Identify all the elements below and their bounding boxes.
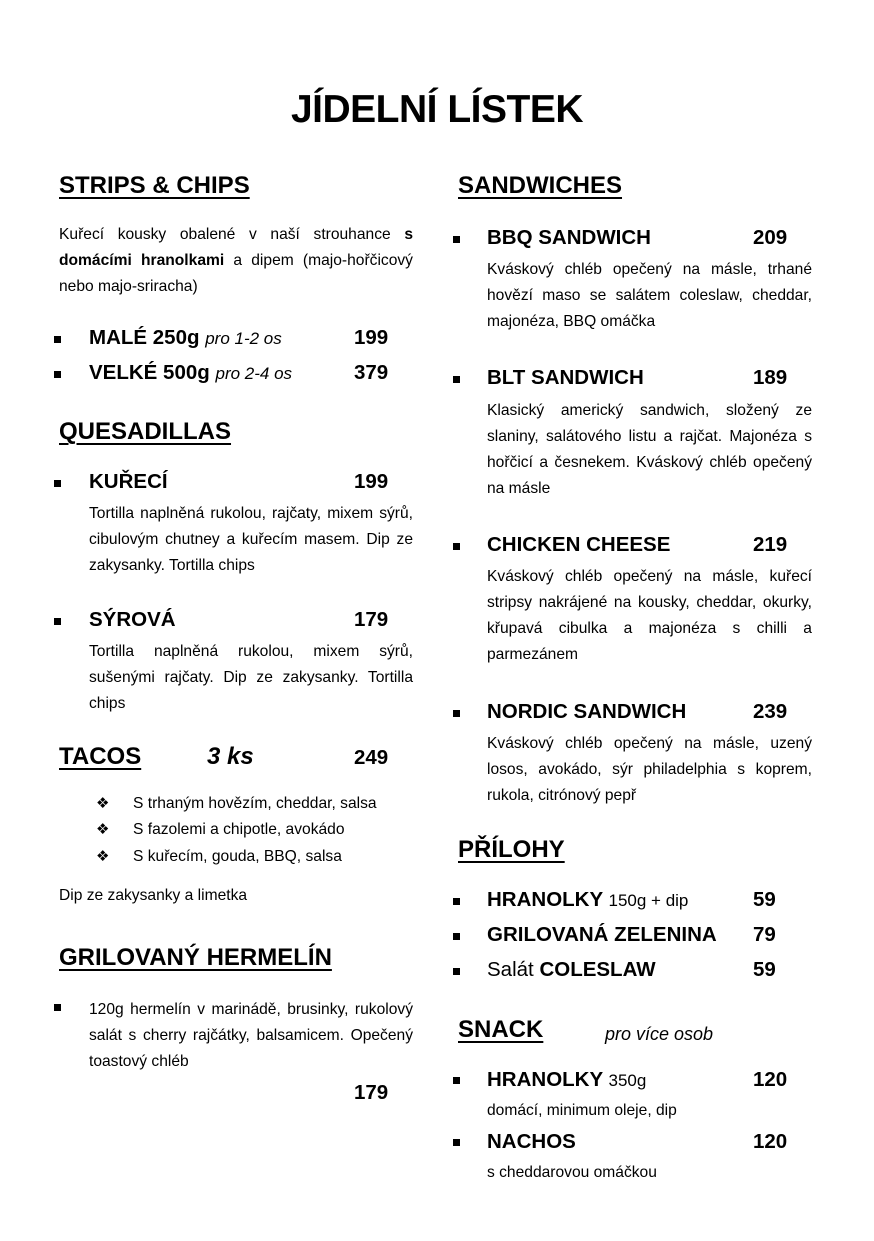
section-heading-hermelin: GRILOVANÝ HERMELÍN xyxy=(59,944,332,971)
price-bbq-sandwich: 209 xyxy=(753,226,788,249)
hermelin-description: 120g hermelín v marinádě, brusinky, rukolový salát s cherry rajčátky, balsamicem. Opečený toastový chléb xyxy=(89,1001,413,1070)
bullet-icon xyxy=(453,933,460,940)
bullet-icon xyxy=(54,480,61,487)
nachos-description: s cheddarovou omáčkou xyxy=(487,1164,657,1181)
bullet-icon xyxy=(453,968,460,975)
price-nordic-sandwich: 239 xyxy=(753,700,788,723)
bullet-icon xyxy=(453,236,460,243)
syrova-description: Tortilla naplněná rukolou, mixem sýrů, sušenými rajčaty. Dip ze zakysanky. Tortilla chips xyxy=(89,643,413,712)
page-title: JÍDELNÍ LÍSTEK xyxy=(290,88,584,131)
bullet-icon xyxy=(453,710,460,717)
bullet-icon xyxy=(453,898,460,905)
tacos-note: Dip ze zakysanky a limetka xyxy=(59,887,248,904)
tacos-count: 3 ks xyxy=(207,743,254,770)
price-chicken-cheese: 219 xyxy=(753,533,788,556)
bullet-icon xyxy=(453,543,460,550)
tacos-option: S trhaným hovězím, cheddar, salsa xyxy=(133,795,377,812)
bullet-icon xyxy=(54,1004,61,1011)
menu-item-syrova: SÝROVÁ xyxy=(89,608,176,631)
menu-item-hranolky: HRANOLKY 150g + dip xyxy=(487,888,689,911)
section-heading-snack: SNACK xyxy=(458,1016,544,1043)
menu-item-bbq-sandwich: BBQ SANDWICH xyxy=(487,226,651,249)
section-heading-sandwiches: SANDWICHES xyxy=(458,172,623,199)
nordic-sandwich-description: Kváskový chléb opečený na másle, uzený losos, avokádo, sýr philadelphia s koprem, rukola, citrónový pepř xyxy=(487,735,812,804)
menu-item-velke: VELKÉ 500g pro 2-4 os xyxy=(89,361,293,384)
bullet-icon xyxy=(54,618,61,625)
section-heading-tacos: TACOS xyxy=(59,743,142,770)
section-heading-prilohy: PŘÍLOHY xyxy=(458,836,565,863)
menu-item-male: MALÉ 250g pro 1-2 os xyxy=(89,326,282,349)
menu-item-blt-sandwich: BLT SANDWICH xyxy=(487,366,644,389)
bullet-icon xyxy=(453,1077,460,1084)
price-velke: 379 xyxy=(354,361,389,384)
bullet-icon xyxy=(453,376,460,383)
bullet-icon xyxy=(453,1139,460,1146)
chicken-cheese-description: Kváskový chléb opečený na másle, kuřecí stripsy nakrájené na kousky, cheddar, okurky, křupavá cibulka a majonéza s chilli a parmezánem xyxy=(487,568,812,663)
price-syrova: 179 xyxy=(354,608,389,631)
price-grilovana-zelenina: 79 xyxy=(753,923,776,946)
price-hermelin: 179 xyxy=(354,1081,389,1104)
tacos-option: S fazolemi a chipotle, avokádo xyxy=(133,821,345,838)
diamond-bullet-icon: ❖ xyxy=(96,848,110,865)
section-heading-strips: STRIPS & CHIPS xyxy=(59,172,250,199)
tacos-option: S kuřecím, gouda, BBQ, salsa xyxy=(133,848,342,865)
section-heading-quesadillas: QUESADILLAS xyxy=(59,418,232,445)
menu-item-snack-hranolky: HRANOLKY 350g xyxy=(487,1068,647,1091)
price-kureci: 199 xyxy=(354,470,389,493)
price-coleslaw: 59 xyxy=(753,958,776,981)
price-hranolky: 59 xyxy=(753,888,776,911)
snack-note: pro více osob xyxy=(605,1024,714,1044)
menu-item-chicken-cheese: CHICKEN CHEESE xyxy=(487,533,671,556)
menu-item-grilovana-zelenina: GRILOVANÁ ZELENINA xyxy=(487,923,717,946)
menu-item-coleslaw: Salát COLESLAW xyxy=(487,958,656,981)
kureci-description: Tortilla naplněná rukolou, rajčaty, mixem sýrů, cibulovým chutney a kuřecím masem. Dip ze zakysanky. Tortilla chips xyxy=(89,505,413,574)
diamond-bullet-icon: ❖ xyxy=(96,795,110,812)
bullet-icon xyxy=(54,371,61,378)
price-blt-sandwich: 189 xyxy=(753,366,788,389)
strips-description: Kuřecí kousky obalené v naší strouhance s domácími hranolkami a dipem (majo-hořčicový nebo majo-sriracha) xyxy=(59,226,413,295)
bbq-sandwich-description: Kváskový chléb opečený na másle, trhané hovězí maso se salátem coleslaw, cheddar, majonéza, BBQ omáčka xyxy=(487,261,812,330)
price-tacos: 249 xyxy=(354,746,389,769)
price-nachos: 120 xyxy=(753,1130,788,1153)
bullet-icon xyxy=(54,336,61,343)
menu-item-nordic-sandwich: NORDIC SANDWICH xyxy=(487,700,687,723)
price-male: 199 xyxy=(354,326,389,349)
snack-hranolky-description: domácí, minimum oleje, dip xyxy=(487,1102,677,1119)
price-snack-hranolky: 120 xyxy=(753,1068,788,1091)
blt-sandwich-description: Klasický americký sandwich, složený ze slaniny, salátového listu a rajčat. Majonéza s hořčicí a česnekem. Kváskový chléb opečený na másle xyxy=(487,402,812,497)
diamond-bullet-icon: ❖ xyxy=(96,821,110,838)
menu-item-kureci: KUŘECÍ xyxy=(89,470,168,493)
menu-item-nachos: NACHOS xyxy=(487,1130,576,1153)
